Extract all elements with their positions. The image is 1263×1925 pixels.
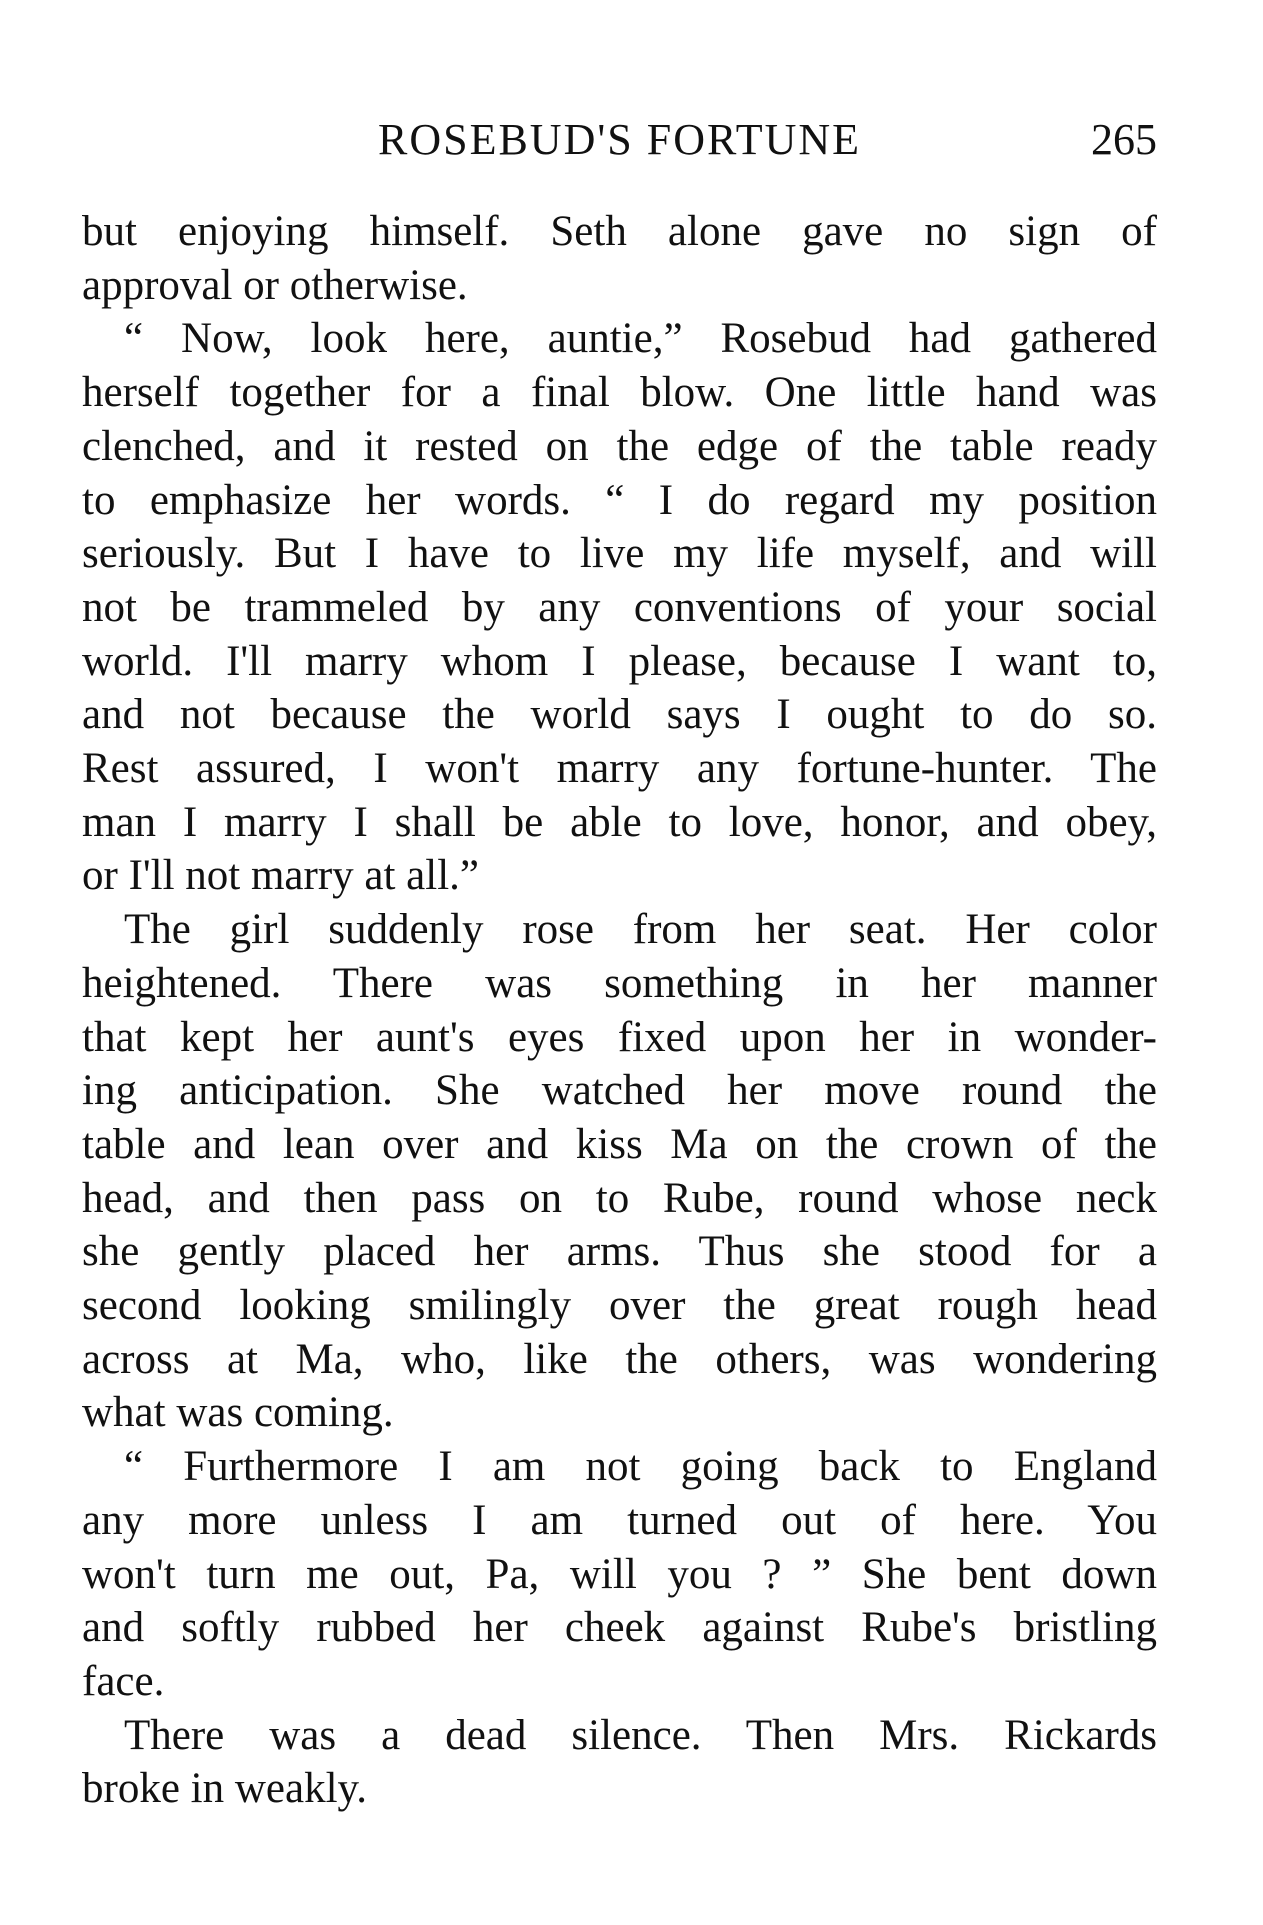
- line-text: heightened. There was something in her manner: [82, 959, 1157, 1007]
- line-text: table and lean over and kiss Ma on the crown of the: [82, 1120, 1157, 1168]
- line-text: that kept her aunt's eyes fixed upon her in wonder-: [82, 1013, 1157, 1061]
- line-text: “ Now, look here, auntie,” Rosebud had gathered: [124, 315, 1157, 363]
- line-text: and softly rubbed her cheek against Rube's bristling: [82, 1604, 1157, 1652]
- text-line: [82, 474, 1157, 528]
- line-text: There was a dead silence. Then Mrs. Rickards: [124, 1711, 1157, 1759]
- text-line: [82, 1172, 1157, 1226]
- text-line: [82, 1279, 1157, 1333]
- line-text: broke in weakly.: [82, 1765, 367, 1813]
- line-text: any more unless I am turned out of here. You: [82, 1496, 1157, 1544]
- text-line: [82, 1225, 1157, 1279]
- line-text: seriously. But I have to live my life myself, and will: [82, 530, 1157, 578]
- text-line: [82, 796, 1157, 850]
- text-line: [82, 1333, 1157, 1387]
- line-text: clenched, and it rested on the edge of the table ready: [82, 422, 1157, 470]
- text-line: [82, 742, 1157, 796]
- line-text: not be trammeled by any conventions of your social: [82, 583, 1157, 631]
- text-line: [82, 957, 1157, 1011]
- page-number: 265: [1091, 115, 1157, 164]
- text-line: [82, 1011, 1157, 1065]
- line-text: man I marry I shall be able to love, honor, and obey,: [82, 798, 1157, 846]
- text-line: [82, 1762, 1157, 1816]
- line-text: and not because the world says I ought to do so.: [82, 691, 1157, 739]
- line-text: won't turn me out, Pa, will you ? ” She bent down: [82, 1550, 1157, 1598]
- text-line: [82, 312, 1157, 366]
- line-text: or I'll not marry at all.”: [82, 852, 479, 900]
- text-line: [82, 1601, 1157, 1655]
- text-line: [82, 1709, 1157, 1763]
- text-line: [82, 1386, 1157, 1440]
- line-text: what was coming.: [82, 1389, 394, 1437]
- text-line: [82, 1440, 1157, 1494]
- line-text: The girl suddenly rose from her seat. Her color: [124, 906, 1157, 954]
- text-line: [82, 205, 1157, 259]
- text-line: [82, 420, 1157, 474]
- text-line: [82, 1494, 1157, 1548]
- text-line: [82, 1548, 1157, 1602]
- text-line: [82, 635, 1157, 689]
- text-line: [82, 527, 1157, 581]
- line-text: but enjoying himself. Seth alone gave no sign of: [82, 208, 1157, 255]
- running-title: ROSEBUD'S FORTUNE: [377, 115, 862, 164]
- line-text: world. I'll marry whom I please, because I want to,: [82, 637, 1157, 685]
- text-line: [82, 259, 1157, 313]
- paragraph: [82, 903, 1157, 1440]
- paragraph: [82, 312, 1157, 903]
- line-text: head, and then pass on to Rube, round whose neck: [82, 1174, 1157, 1222]
- text-line: [82, 903, 1157, 957]
- paragraph: [82, 205, 1157, 312]
- line-text: to emphasize her words. “ I do regard my position: [82, 476, 1157, 524]
- line-text: face.: [82, 1657, 165, 1705]
- line-text: she gently placed her arms. Thus she stood for a: [82, 1228, 1157, 1276]
- paragraph: [82, 1709, 1157, 1816]
- line-text: ing anticipation. She watched her move round the: [82, 1067, 1157, 1115]
- text-line: [82, 1064, 1157, 1118]
- running-head: [82, 110, 1157, 170]
- text-line: [82, 581, 1157, 635]
- line-text: approval or otherwise.: [82, 261, 468, 309]
- line-text: second looking smilingly over the great rough head: [82, 1282, 1157, 1330]
- text-line: [82, 688, 1157, 742]
- text-line: [82, 366, 1157, 420]
- body-text: [82, 205, 1157, 1816]
- paragraph: [82, 1440, 1157, 1709]
- line-text: across at Ma, who, like the others, was wondering: [82, 1335, 1157, 1383]
- text-line: [82, 849, 1157, 903]
- text-line: [82, 1655, 1157, 1709]
- line-text: Rest assured, I won't marry any fortune-hunter. The: [82, 745, 1157, 793]
- text-line: [82, 1118, 1157, 1172]
- line-text: herself together for a final blow. One little hand was: [82, 369, 1157, 417]
- line-text: “ Furthermore I am not going back to England: [124, 1443, 1157, 1491]
